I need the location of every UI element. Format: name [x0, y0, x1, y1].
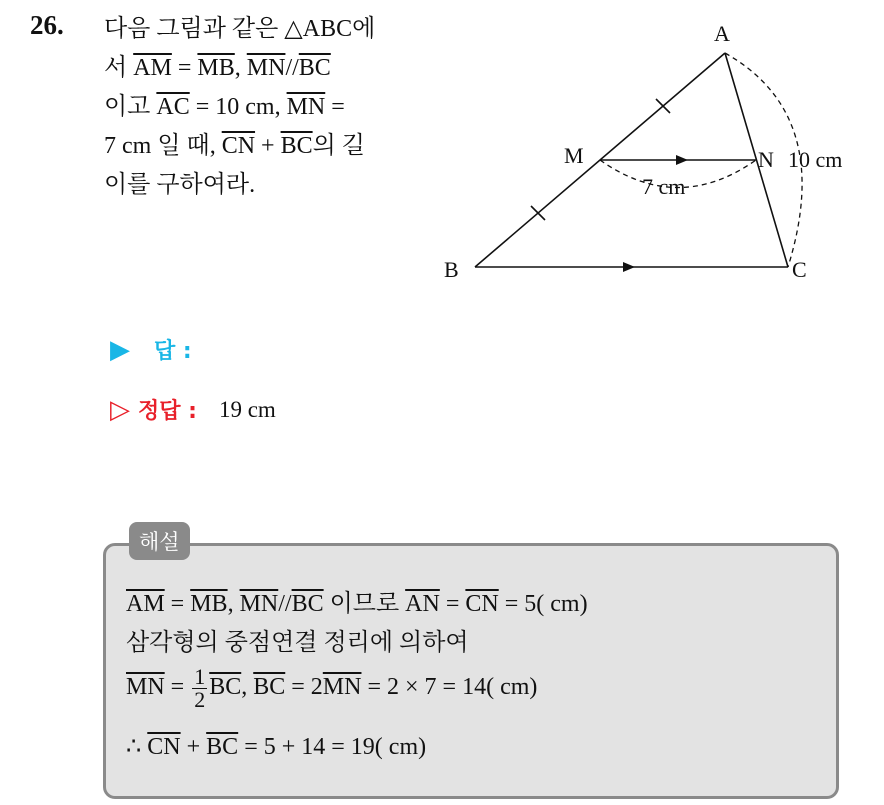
bc-arrow-icon: [623, 262, 635, 272]
answer-row: [110, 334, 192, 365]
solution-line-4: ∴ $\overline{CN} + \overline{BC} = 5 + 14 = 19$( cm): [126, 734, 427, 760]
label-n: N: [758, 147, 774, 172]
question-line-3: 이고 $\overline{AC} = 10$ cm, $\overline{MN}$ =: [104, 94, 345, 120]
question-line-1: 다음 그림과 같은 △ABC에: [104, 16, 376, 42]
correct-answer-label: 정답 :: [138, 399, 197, 424]
label-a: A: [714, 21, 730, 46]
label-ac-length: 10 cm: [788, 147, 843, 172]
solution-tab: 해설: [129, 522, 190, 560]
question-line-2: 서 $\overline{AM} = \overline{MB}$, $\overline{MN}//\overline{BC}$: [104, 55, 331, 81]
label-mn-length: 7 cm: [642, 174, 686, 199]
question-line-4: 7 cm 일 때, $\overline{CN} + \overline{BC}$의 길: [104, 133, 365, 159]
question-number: 26.: [30, 10, 64, 40]
triangle-figure: [430, 15, 870, 290]
label-b: B: [444, 257, 459, 282]
mn-arrow-icon: [676, 155, 688, 165]
outline-triangle-icon: ▷: [110, 394, 130, 425]
question-line-5: 이를 구하여라.: [104, 172, 256, 198]
label-c: C: [792, 257, 807, 282]
label-m: M: [564, 143, 584, 168]
solution-line-3: $\overline{MN}$ = $\frac{1}{2}$ $\overline{BC}$, $\overline{BC} = 2\overline{MN} = 2 \times 7 = 14$( cm): [126, 664, 538, 712]
answer-label: 답 :: [154, 339, 192, 364]
question-text: [104, 10, 424, 205]
play-triangle-icon: ▶: [110, 334, 130, 365]
fraction-half: $\frac{1}{2}$: [194, 664, 206, 712]
correct-answer-row: [110, 394, 276, 425]
correct-answer-value: 19 cm: [218, 396, 276, 422]
solution-line-2: 삼각형의 중점연결 정리에 의하여: [126, 630, 469, 656]
solution-line-1: $\overline{AM} = \overline{MB}$, $\overline{MN}//\overline{BC}$ 이므로 $\overline{AN} = \overline{CN} = 5$( cm): [126, 591, 588, 617]
